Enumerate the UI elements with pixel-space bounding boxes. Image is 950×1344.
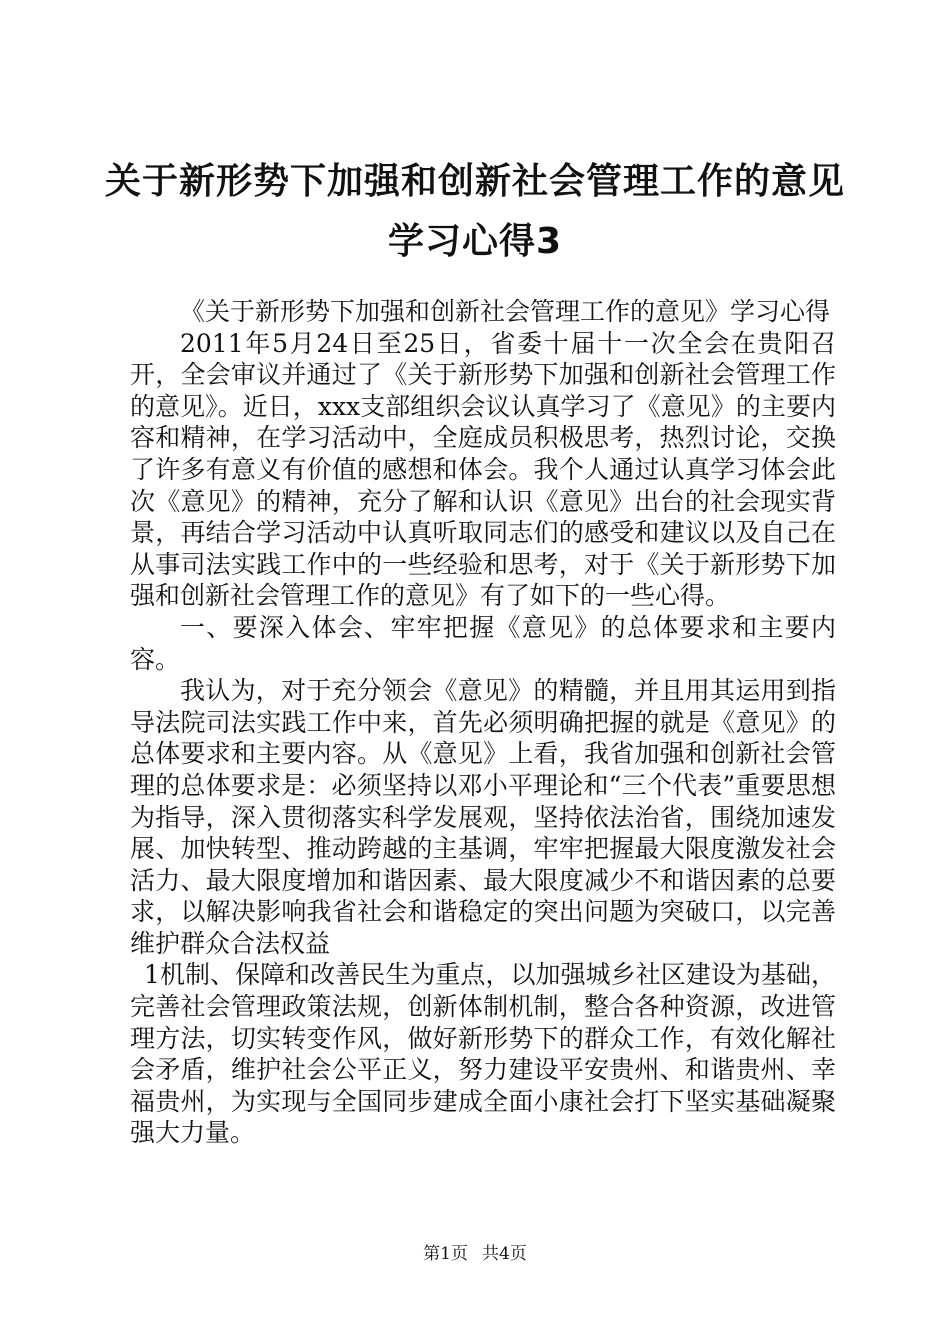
page-footer	[0, 1243, 950, 1265]
document-title-line-1: 关于新形势下加强和创新社会管理工作的意见	[104, 161, 845, 202]
paragraph-requirements: 我认为，对于充分领会《意见》的精髓，并且用其运用到指导法院司法实践工作中来，首先必须明确把握的就是《意见》的总体要求和主要内容。从《意见》上看，我省加强和创新社会管理的总体要求是：必须坚持以邓小平理论和“三个代表”重要思想为指导，深入贯彻落实科学发展观，坚持依法治省，围绕加速发展、加快转型、推动跨越的主基调，牢牢把握最大限度激发社会活力、最大限度增加和谐因素、最大限度减少不和谐因素的总要求，以解决影响我省社会和谐稳定的突出问题为突破口，以完善维护群众合法权益	[130, 676, 836, 958]
page-total: 共4页	[482, 1244, 527, 1264]
document-body	[130, 296, 836, 1149]
page-number: 第1页	[423, 1244, 468, 1264]
paragraph-intro: 2011年5月24日至25日，省委十届十一次全会在贵阳召开，全会审议并通过了《关于新形势下加强和创新社会管理工作的意见》。近日，xxx支部组织会议认真学习了《意见》的主要内容和精神，在学习活动中，全庭成员积极思考，热烈讨论，交换了许多有意义有价值的感想和体会。我个人通过认真学习体会此次《意见》的精神，充分了解和认识《意见》出台的社会现实背景，再结合学习活动中认真听取同志们的感受和建议以及自己在从事司法实践工作中的一些经验和思考，对于《关于新形势下加强和创新社会管理工作的意见》有了如下的一些心得。	[130, 328, 836, 611]
paragraph-continuation: 1机制、保障和改善民生为重点，以加强城乡社区建设为基础，完善社会管理政策法规，创新体制机制，整合各种资源，改进管理方法，切实转变作风，做好新形势下的群众工作，有效化解社会矛盾，维护社会公平正义，努力建设平安贵州、和谐贵州、幸福贵州，为实现与全国同步建成全面小康社会打下坚实基础凝聚强大力量。	[130, 960, 836, 1148]
document-title-line-2: 学习心得3	[387, 221, 563, 262]
paragraph-subtitle: 《关于新形势下加强和创新社会管理工作的意见》学习心得	[180, 297, 831, 326]
paragraph-section-heading: 一、要深入体会、牢牢把握《意见》的总体要求和主要内容。	[130, 612, 836, 674]
